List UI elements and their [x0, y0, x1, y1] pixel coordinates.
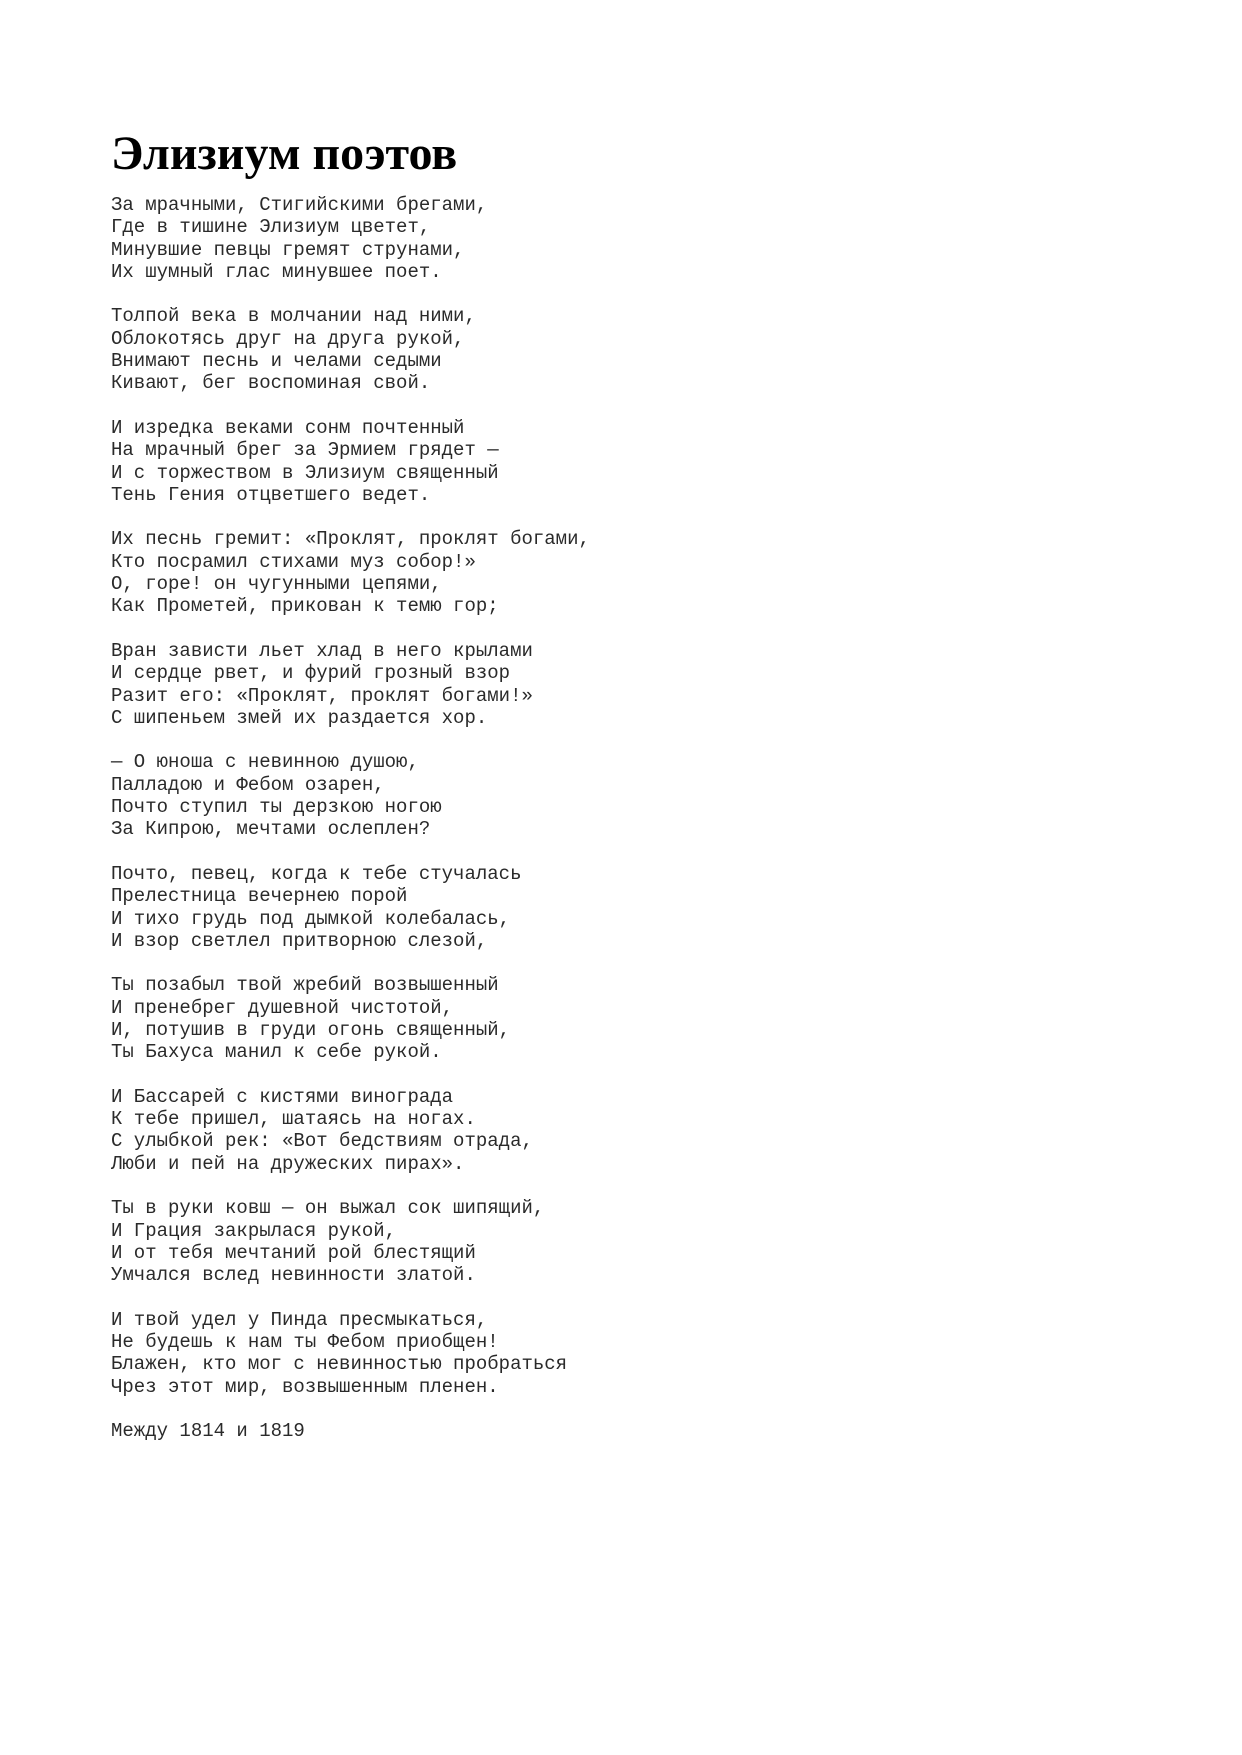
- stanza: [111, 751, 1111, 840]
- poem-line: Облокотясь друг на друга рукой,: [111, 327, 465, 350]
- stanza: [111, 1086, 1111, 1175]
- poem-line: И твой удел у Пинда пресмыкаться,: [111, 1308, 488, 1331]
- poem-line: Кивают, бег воспоминая свой.: [111, 372, 431, 395]
- poem-line: Их песнь гремит: «Проклят, проклят богами,: [111, 528, 590, 551]
- poem-line: Вран зависти льет хлад в него крылами: [111, 639, 533, 662]
- poem-line: На мрачный брег за Эрмием грядет —: [111, 439, 499, 462]
- poem-line: Почто ступил ты дерзкою ногою: [111, 796, 442, 819]
- stanza: [111, 640, 1111, 729]
- stanza: [111, 194, 1111, 283]
- stanza: [111, 974, 1111, 1063]
- poem-line: И сердце рвет, и фурий грозный взор: [111, 662, 511, 685]
- poem-line: — О юноша с невинною душою,: [111, 751, 419, 774]
- poem-line: Минувшие певцы гремят струнами,: [111, 238, 465, 261]
- poem-line: Почто, певец, когда к тебе стучалась: [111, 862, 522, 885]
- poem-line: Палладою и Фебом озарен,: [111, 773, 385, 796]
- poem-line: И пренебрег душевной чистотой,: [111, 996, 454, 1019]
- poem-line: И с торжеством в Элизиум священный: [111, 461, 499, 484]
- poem-line: И от тебя мечтаний рой блестящий: [111, 1241, 476, 1264]
- stanza: [111, 1309, 1111, 1398]
- poem-line: Блажен, кто мог с невинностью пробраться: [111, 1353, 568, 1376]
- stanza: [111, 863, 1111, 952]
- poem-line: С улыбкой рек: «Вот бедствиям отрада,: [111, 1130, 533, 1153]
- poem-line: С шипеньем змей их раздается хор.: [111, 706, 488, 729]
- poem-line: Их шумный глас минувшее поет.: [111, 260, 442, 283]
- poem-line: Толпой века в молчании над ними,: [111, 305, 476, 328]
- poem-line: Тень Гения отцветшего ведет.: [111, 483, 431, 506]
- poem-line: И, потушив в груди огонь священный,: [111, 1018, 511, 1041]
- poem-line: За мрачными, Стигийскими брегами,: [111, 194, 488, 216]
- stanza: [111, 417, 1111, 506]
- date-line: Между 1814 и 1819: [111, 1420, 305, 1443]
- stanza: [111, 528, 1111, 617]
- poem-line: Ты Бахуса манил к себе рукой.: [111, 1041, 442, 1064]
- poem-body: [111, 194, 1111, 1443]
- poem-line: Прелестница вечернею порой: [111, 885, 408, 908]
- stanza: [111, 305, 1111, 394]
- poem-line: Люби и пей на дружеских пирах».: [111, 1152, 465, 1175]
- poem-line: И Грация закрылася рукой,: [111, 1219, 397, 1242]
- poem-line: Где в тишине Элизиум цветет,: [111, 216, 431, 239]
- poem-line: За Кипрою, мечтами ослеплен?: [111, 818, 431, 841]
- poem-title: Элизиум поэтов: [111, 127, 458, 180]
- poem-line: Ты позабыл твой жребий возвышенный: [111, 974, 499, 997]
- poem-line: Как Прометей, прикован к темю гор;: [111, 595, 499, 618]
- poem-line: О, горе! он чугунными цепями,: [111, 573, 442, 596]
- poem-line: К тебе пришел, шатаясь на ногах.: [111, 1108, 476, 1131]
- poem-line: И изредка веками сонм почтенный: [111, 416, 465, 439]
- poem-line: Чрез этот мир, возвышенным пленен.: [111, 1375, 499, 1398]
- poem-line: Не будешь к нам ты Фебом приобщен!: [111, 1331, 499, 1354]
- poem-line: И тихо грудь под дымкой колебалась,: [111, 907, 511, 930]
- poem-line: Умчался вслед невинности златой.: [111, 1264, 476, 1287]
- stanza: [111, 1197, 1111, 1286]
- poem-line: И взор светлел притворною слезой,: [111, 929, 488, 952]
- poem-line: Кто посрамил стихами муз собор!»: [111, 550, 476, 573]
- poem-line: И Бассарей с кистями винограда: [111, 1085, 454, 1108]
- poem-line: Внимают песнь и челами седыми: [111, 350, 442, 373]
- poem-line: Разит его: «Проклят, проклят богами!»: [111, 684, 533, 707]
- poem-line: Ты в руки ковш — он выжал сок шипящий,: [111, 1197, 545, 1220]
